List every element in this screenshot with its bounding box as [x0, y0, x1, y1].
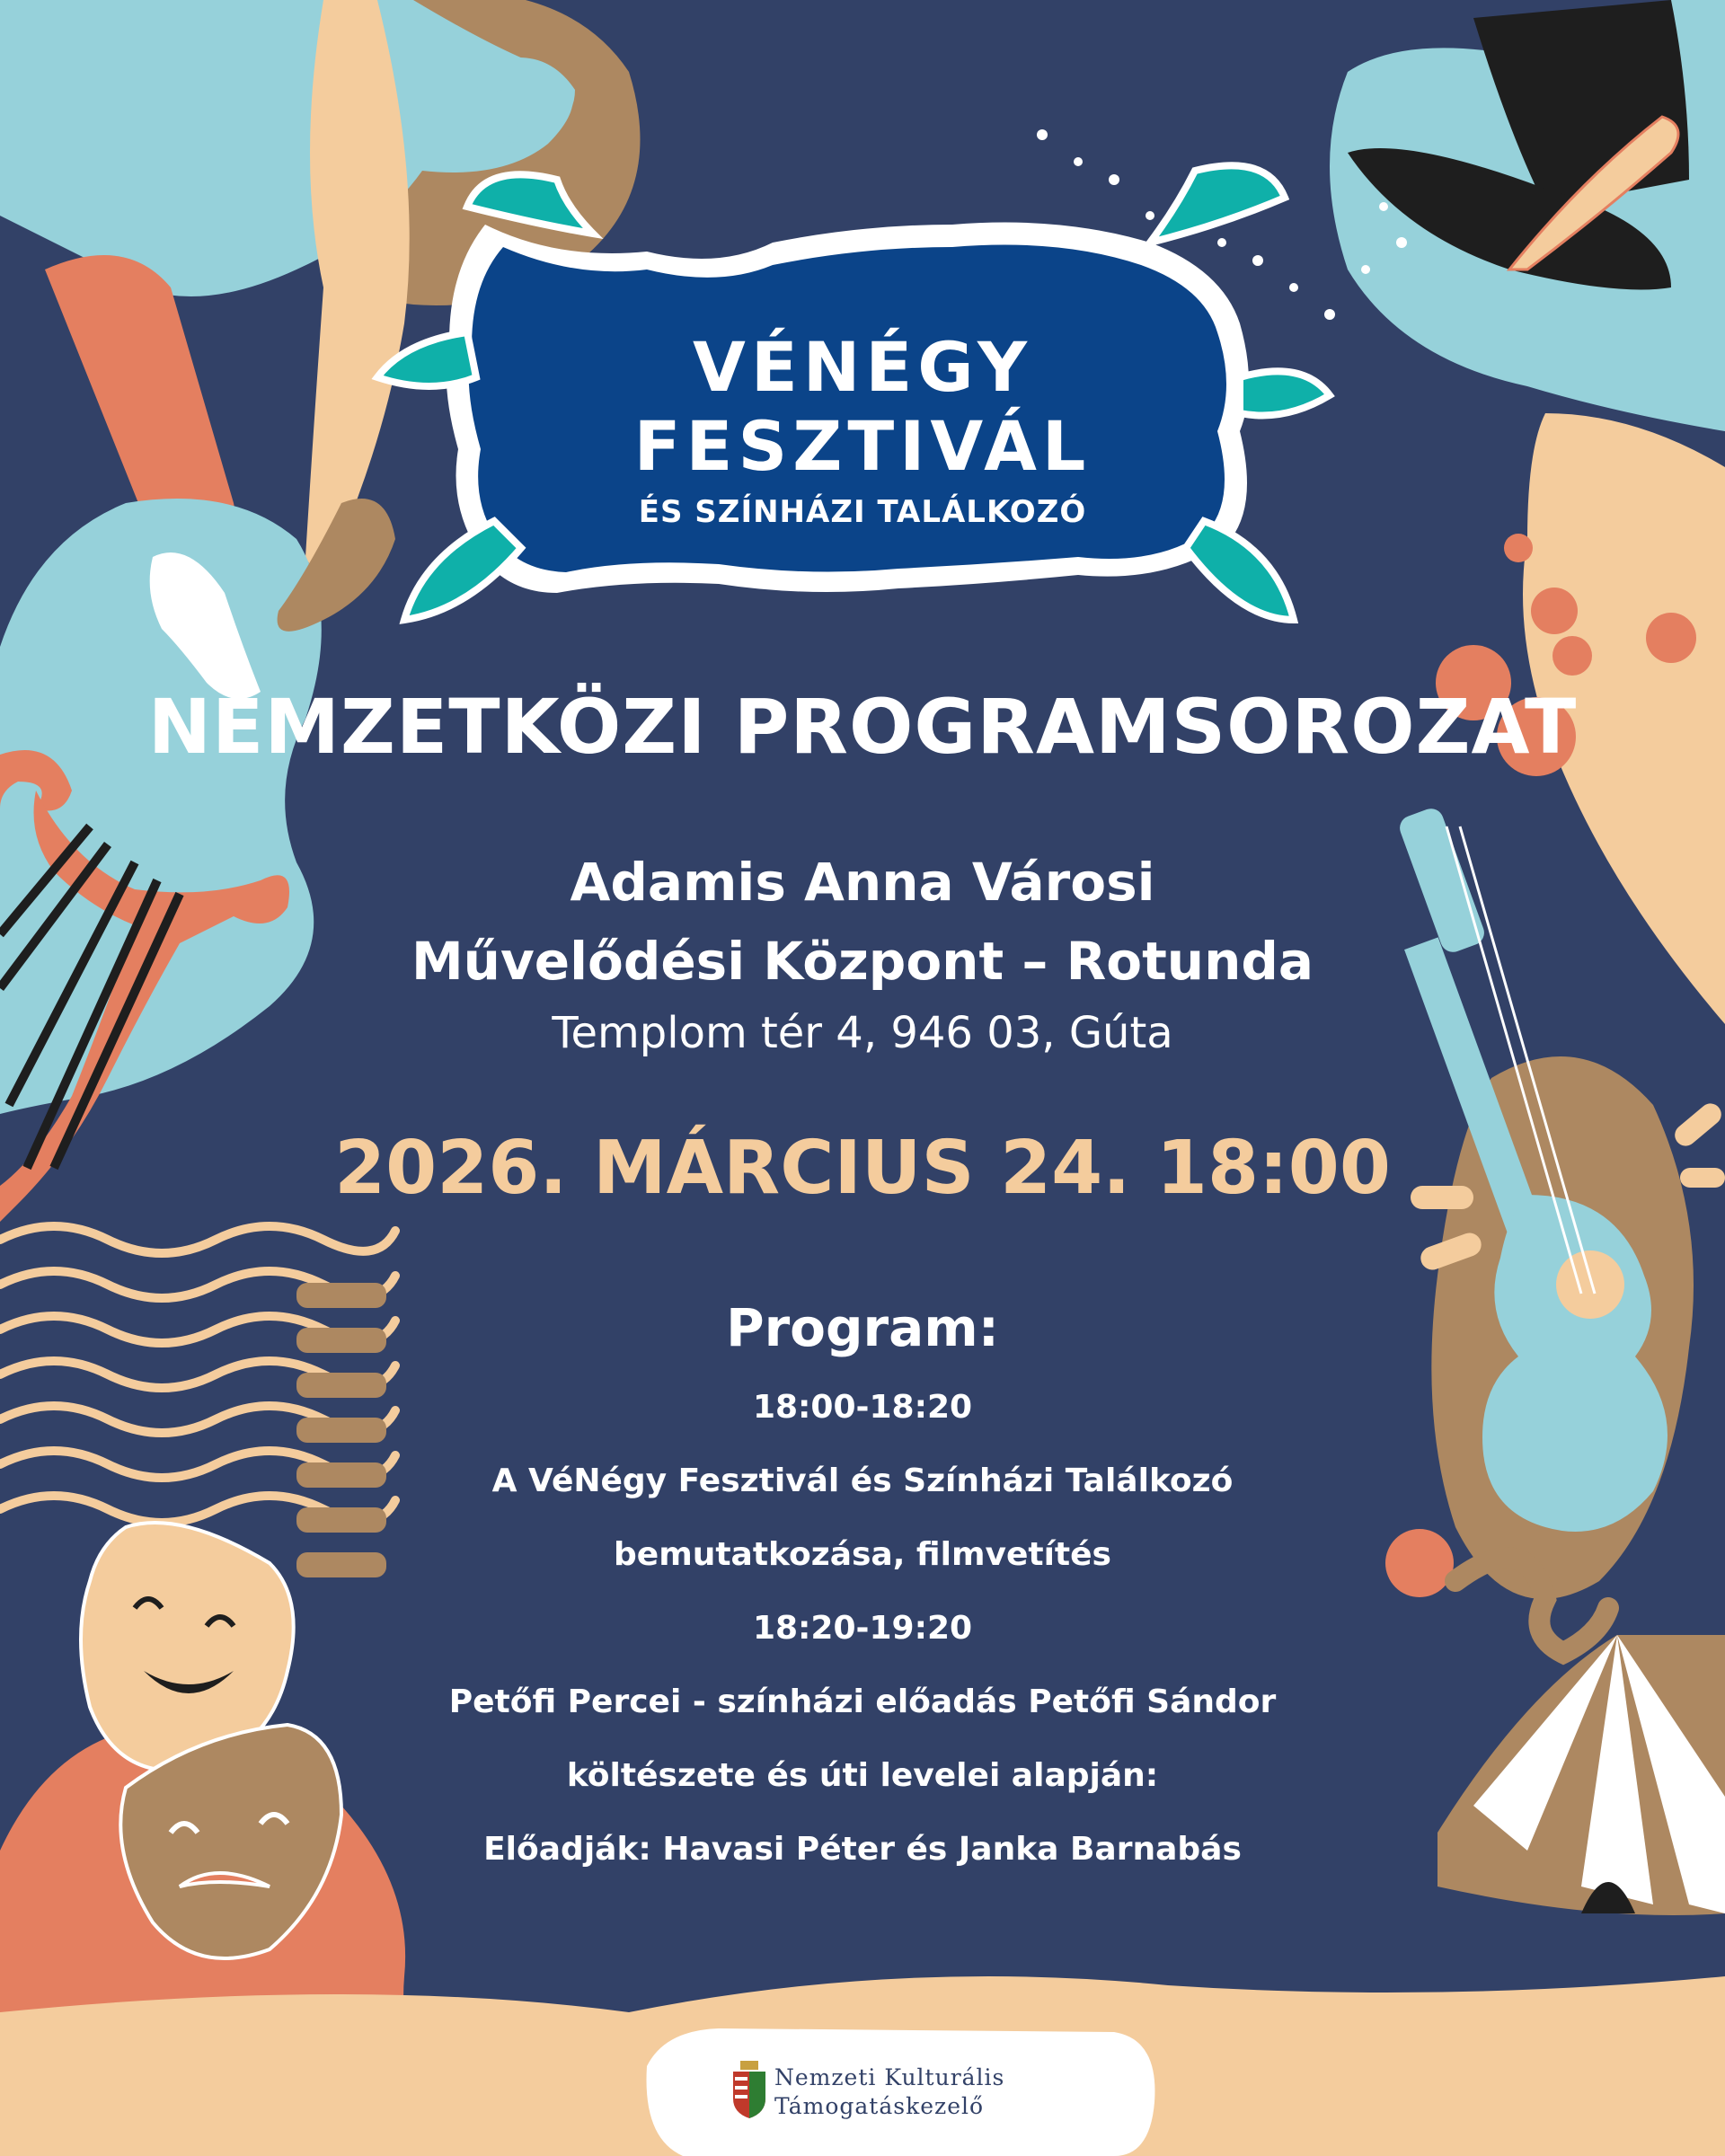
logo-subtitle: ÉS SZÍNHÁZI TALÁLKOZÓ	[638, 494, 1087, 530]
sponsor-name-line2: Támogatáskezelő	[774, 2093, 985, 2119]
venue-address: Templom tér 4, 946 03, Gúta	[552, 1008, 1173, 1058]
venue-name-line2: Művelődési Központ – Rotunda	[411, 931, 1314, 992]
logo-title-line1: VÉNÉGY	[693, 327, 1032, 407]
logo-title-line2: FESZTIVÁL	[633, 406, 1092, 486]
program-line: költészete és úti levelei alapján:	[566, 1757, 1159, 1794]
program-line: 18:20-19:20	[752, 1610, 973, 1647]
sponsor-logo	[638, 2025, 1159, 2156]
coat-of-arms-icon	[731, 2061, 767, 2118]
program-line: 18:00-18:20	[752, 1389, 973, 1426]
event-datetime: 2026. MÁRCIUS 24. 18:00	[334, 1126, 1391, 1211]
program-line: bemutatkozása, filmvetítés	[614, 1536, 1111, 1573]
program-line: Petőfi Percei - színházi előadás Petőfi Sándor	[448, 1683, 1277, 1720]
program-line: Előadják: Havasi Péter és Janka Barnabás	[483, 1831, 1242, 1868]
program-line: A VéNégy Fesztivál és Színházi Találkozó	[491, 1462, 1234, 1499]
sponsor-name-line1: Nemzeti Kulturális	[774, 2064, 1005, 2090]
program-heading: Program:	[726, 1297, 999, 1358]
programme-series-title: NEMZETKÖZI PROGRAMSOROZAT	[147, 683, 1578, 771]
venue-name-line1: Adamis Anna Városi	[570, 852, 1155, 913]
